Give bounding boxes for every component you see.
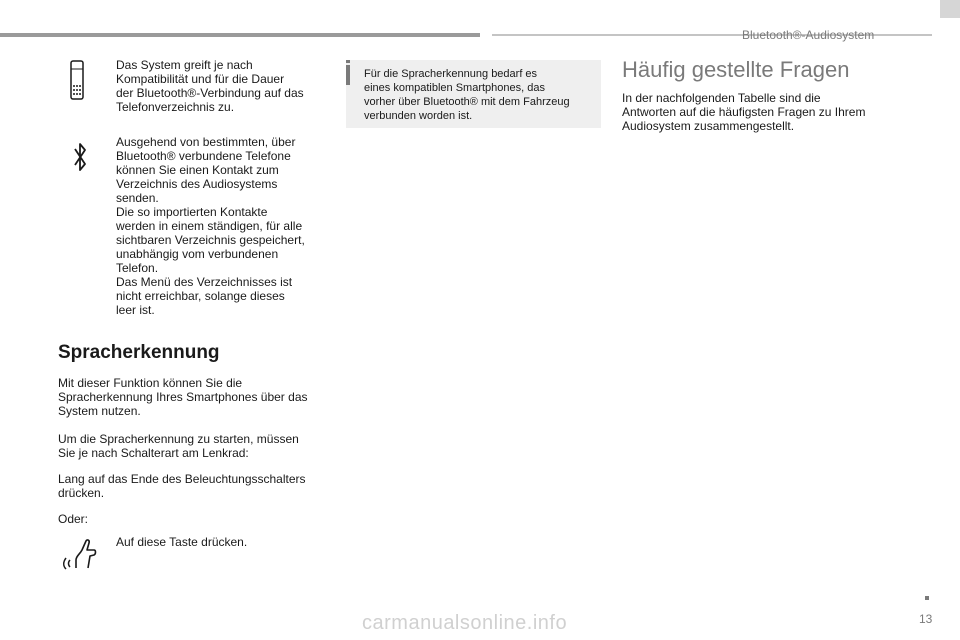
text-line: Das System greift je nach [116,58,253,72]
text-line: senden. [116,191,159,205]
press-button-text: Auf diese Taste drücken. [116,535,248,549]
text-line: vorher über Bluetooth® mit dem Fahrzeug [364,96,570,108]
text-line: der Bluetooth®-Verbindung auf das [116,86,304,100]
text-line: Kompatibilität und für die Dauer [116,72,285,86]
faq-heading: Häufig gestellte Fragen [622,57,850,82]
info-icon [346,65,350,85]
mobile-phone-icon [70,60,84,105]
text-line: Spracherkennung Ihres Smartphones über das [58,390,308,404]
text-line: Bluetooth® verbundene Telefone [116,149,291,163]
text-line: Um die Spracherkennung zu starten, müssen [58,432,299,446]
oder-label: Oder: [58,512,89,526]
text-line: sichtbaren Verzeichnis gespeichert, [116,233,305,247]
text-line: Audiosystem zusammengestellt. [622,119,795,133]
phone-compat-text [116,58,304,114]
text-line: Antworten auf die häufigsten Fragen zu Ihrem [622,105,866,119]
header-tab [940,0,960,18]
text-line: System nutzen. [58,404,141,418]
text-line: Lang auf das Ende des Beleuchtungsschalters [58,472,306,486]
text-line: Telefonverzeichnis zu. [116,100,235,114]
text-line: Sie je nach Schalterart am Lenkrad: [58,446,249,460]
text-line: werden in einem ständigen, für alle [116,219,303,233]
text-line: Ausgehend von bestimmten, über [116,135,296,149]
bluetooth-icon [73,140,87,179]
text-line: Telefon. [116,261,159,275]
info-note-text [364,67,596,123]
text-line: nicht erreichbar, solange dieses [116,289,285,303]
page-number: 13 [919,612,933,626]
speech-intro-text [58,376,308,418]
light-switch-text [58,472,306,500]
section-header-title: Bluetooth®-Audiosystem [742,28,875,42]
text-line: können Sie einen Kontakt zum [116,163,279,177]
bluetooth-contacts-text [116,135,305,317]
page-marker-dot [925,596,929,600]
text-line: unabhängig vom verbundenen [116,247,279,261]
header-rule [0,33,480,37]
watermark-text: carmanualsonline.info [362,612,568,634]
voice-command-icon [62,538,98,575]
faq-intro-text [622,91,865,133]
text-line: In der nachfolgenden Tabelle sind die [622,91,821,105]
text-line: verbunden worden ist. [364,110,473,122]
text-line: drücken. [58,486,105,500]
text-line: Das Menü des Verzeichnisses ist [116,275,293,289]
text-line: eines kompatiblen Smartphones, das [364,82,545,94]
text-line: Die so importierten Kontakte [116,205,268,219]
text-line: leer ist. [116,303,155,317]
text-line: Für die Spracherkennung bedarf es [364,68,538,80]
text-line: Verzeichnis des Audiosystems [116,177,278,191]
text-line: Mit dieser Funktion können Sie die [58,376,243,390]
info-icon-dot [346,60,350,63]
speech-recognition-heading: Spracherkennung [58,342,220,363]
speech-start-text [58,432,299,460]
